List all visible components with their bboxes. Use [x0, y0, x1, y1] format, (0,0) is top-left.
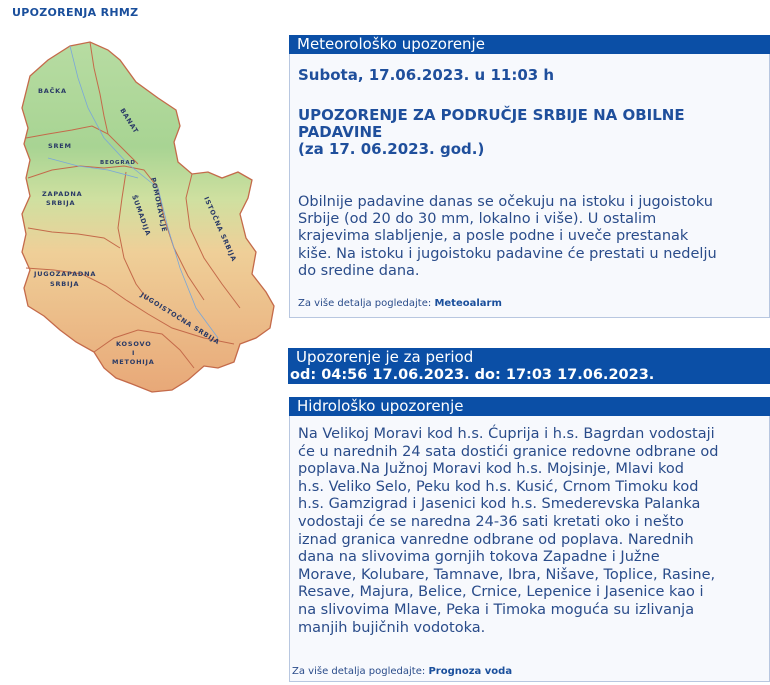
region-beograd[interactable]: BEOGRAD — [100, 160, 136, 166]
region-kosovo-2[interactable]: I — [132, 349, 136, 357]
meteo-warning-box — [289, 54, 770, 318]
text-line: Resave, Majura, Belice, Crnice, Lepenice i Jasenice kao i — [298, 584, 704, 601]
region-sumadija[interactable]: ŠUMADIJA — [130, 193, 153, 238]
text-line: krajevima slabljenje, a posle podne i uveče prestanak — [298, 228, 689, 245]
region-kosovo-3[interactable]: METOHIJA — [112, 358, 155, 366]
hydro-warning-box — [289, 416, 770, 682]
text-line: Morave, Kolubare, Tamnave, Ibra, Nišave, Toplice, Rasine, — [298, 566, 716, 583]
period-bar — [288, 348, 770, 384]
region-srem[interactable]: SREM — [48, 142, 72, 150]
region-jugozapadna-srbija-1[interactable]: JUGOZAPADNA — [34, 270, 97, 278]
region-zapadna-srbija-1[interactable]: ZAPADNA — [42, 190, 83, 198]
text-line: do sredine dana. — [298, 262, 420, 279]
meteo-warning-bar: Meteorološko upozorenje — [289, 35, 770, 54]
text-line: h.s. Gamzigrad i Jasenici kod h.s. Smederevska Palanka — [298, 496, 701, 513]
warning-title-line: PADAVINE — [298, 123, 383, 141]
text-line: poplava.Na Južnoj Moravi kod h.s. Mojsinje, Mlavi kod — [298, 461, 684, 478]
warning-title-date: (za 17. 06.2023. god.) — [298, 140, 485, 158]
text-line: dana na slivovima gornjih tokova Zapadne i Južne — [298, 549, 660, 566]
region-banat[interactable]: BANAT — [118, 106, 141, 136]
text-line: Obilnije padavine danas se očekuju na istoku i jugoistoku — [298, 194, 713, 210]
region-jugozapadna-srbija-2[interactable]: SRBIJA — [50, 280, 80, 288]
meteo-detail-line — [298, 298, 769, 317]
text-line: Na Velikoj Moravi kod h.s. Ćuprija i h.s. Bagrdan vodostaji — [298, 426, 715, 442]
page-heading: UPOZORENJA RHMZ — [12, 6, 139, 19]
region-backa[interactable]: BAČKA — [38, 87, 67, 95]
detail-prefix: Za više detalja pogledajte: — [292, 666, 426, 677]
period-range: od: 04:56 17.06.2023. do: 17:03 17.06.2023. — [290, 367, 655, 383]
hydro-detail-line — [292, 666, 512, 677]
hydro-warning-panel — [289, 397, 770, 682]
warning-title — [298, 107, 769, 158]
hydro-warning-text — [298, 416, 761, 637]
region-kosovo-1[interactable]: KOSOVO — [116, 340, 152, 348]
text-line: manjih bujičnih vodotoka. — [298, 619, 486, 636]
text-line: Srbije (od 20 do 30 mm, lokalno i više). U ostalim — [298, 211, 657, 228]
serbia-region-map[interactable] — [8, 38, 280, 400]
region-zapadna-srbija-2[interactable]: SRBIJA — [46, 199, 76, 207]
warning-date: Subota, 17.06.2023. u 11:03 h — [298, 66, 555, 84]
prognoza-voda-link[interactable]: Prognoza voda — [428, 666, 513, 677]
meteo-warning-panel — [289, 35, 770, 318]
meteo-warning-text — [298, 194, 761, 280]
text-line: na slivovima Mlave, Peka i Timoka moguća su izlivanja — [298, 601, 695, 618]
text-line: h.s. Veliko Selo, Peku kod h.s. Kusić, Crnom Timoku kod — [298, 478, 699, 495]
detail-prefix: Za više detalja pogledajte: — [298, 298, 432, 310]
period-title: Upozorenje je za period — [296, 348, 474, 366]
meteoalarm-link[interactable]: Meteoalarm — [434, 298, 502, 310]
text-line: kiše. Na istoku i jugoistoku padavine će prestati u nedelju — [298, 245, 717, 262]
region-jugoistocna-srbija[interactable]: JUGOISTOČNA SRBIJA — [138, 290, 222, 347]
text-line: iznad granica vanredne odbrane od poplava. Narednih — [298, 531, 694, 548]
hydro-warning-bar: Hidrološko upozorenje — [289, 397, 770, 416]
text-line: vodostaji će se naredna 24-36 sati kretati oko i nešto — [298, 513, 684, 530]
region-pomoravlje[interactable]: POMORAVLJE — [149, 176, 169, 234]
region-istocna-srbija[interactable]: ISTOČNA SRBIJA — [202, 195, 239, 264]
warning-title-line: UPOZORENJE ZA PODRUČJE SRBIJE NA OBILNE — [298, 106, 685, 124]
text-line: će u narednih 24 sata dostići granice redovne odbrane od — [298, 443, 719, 460]
